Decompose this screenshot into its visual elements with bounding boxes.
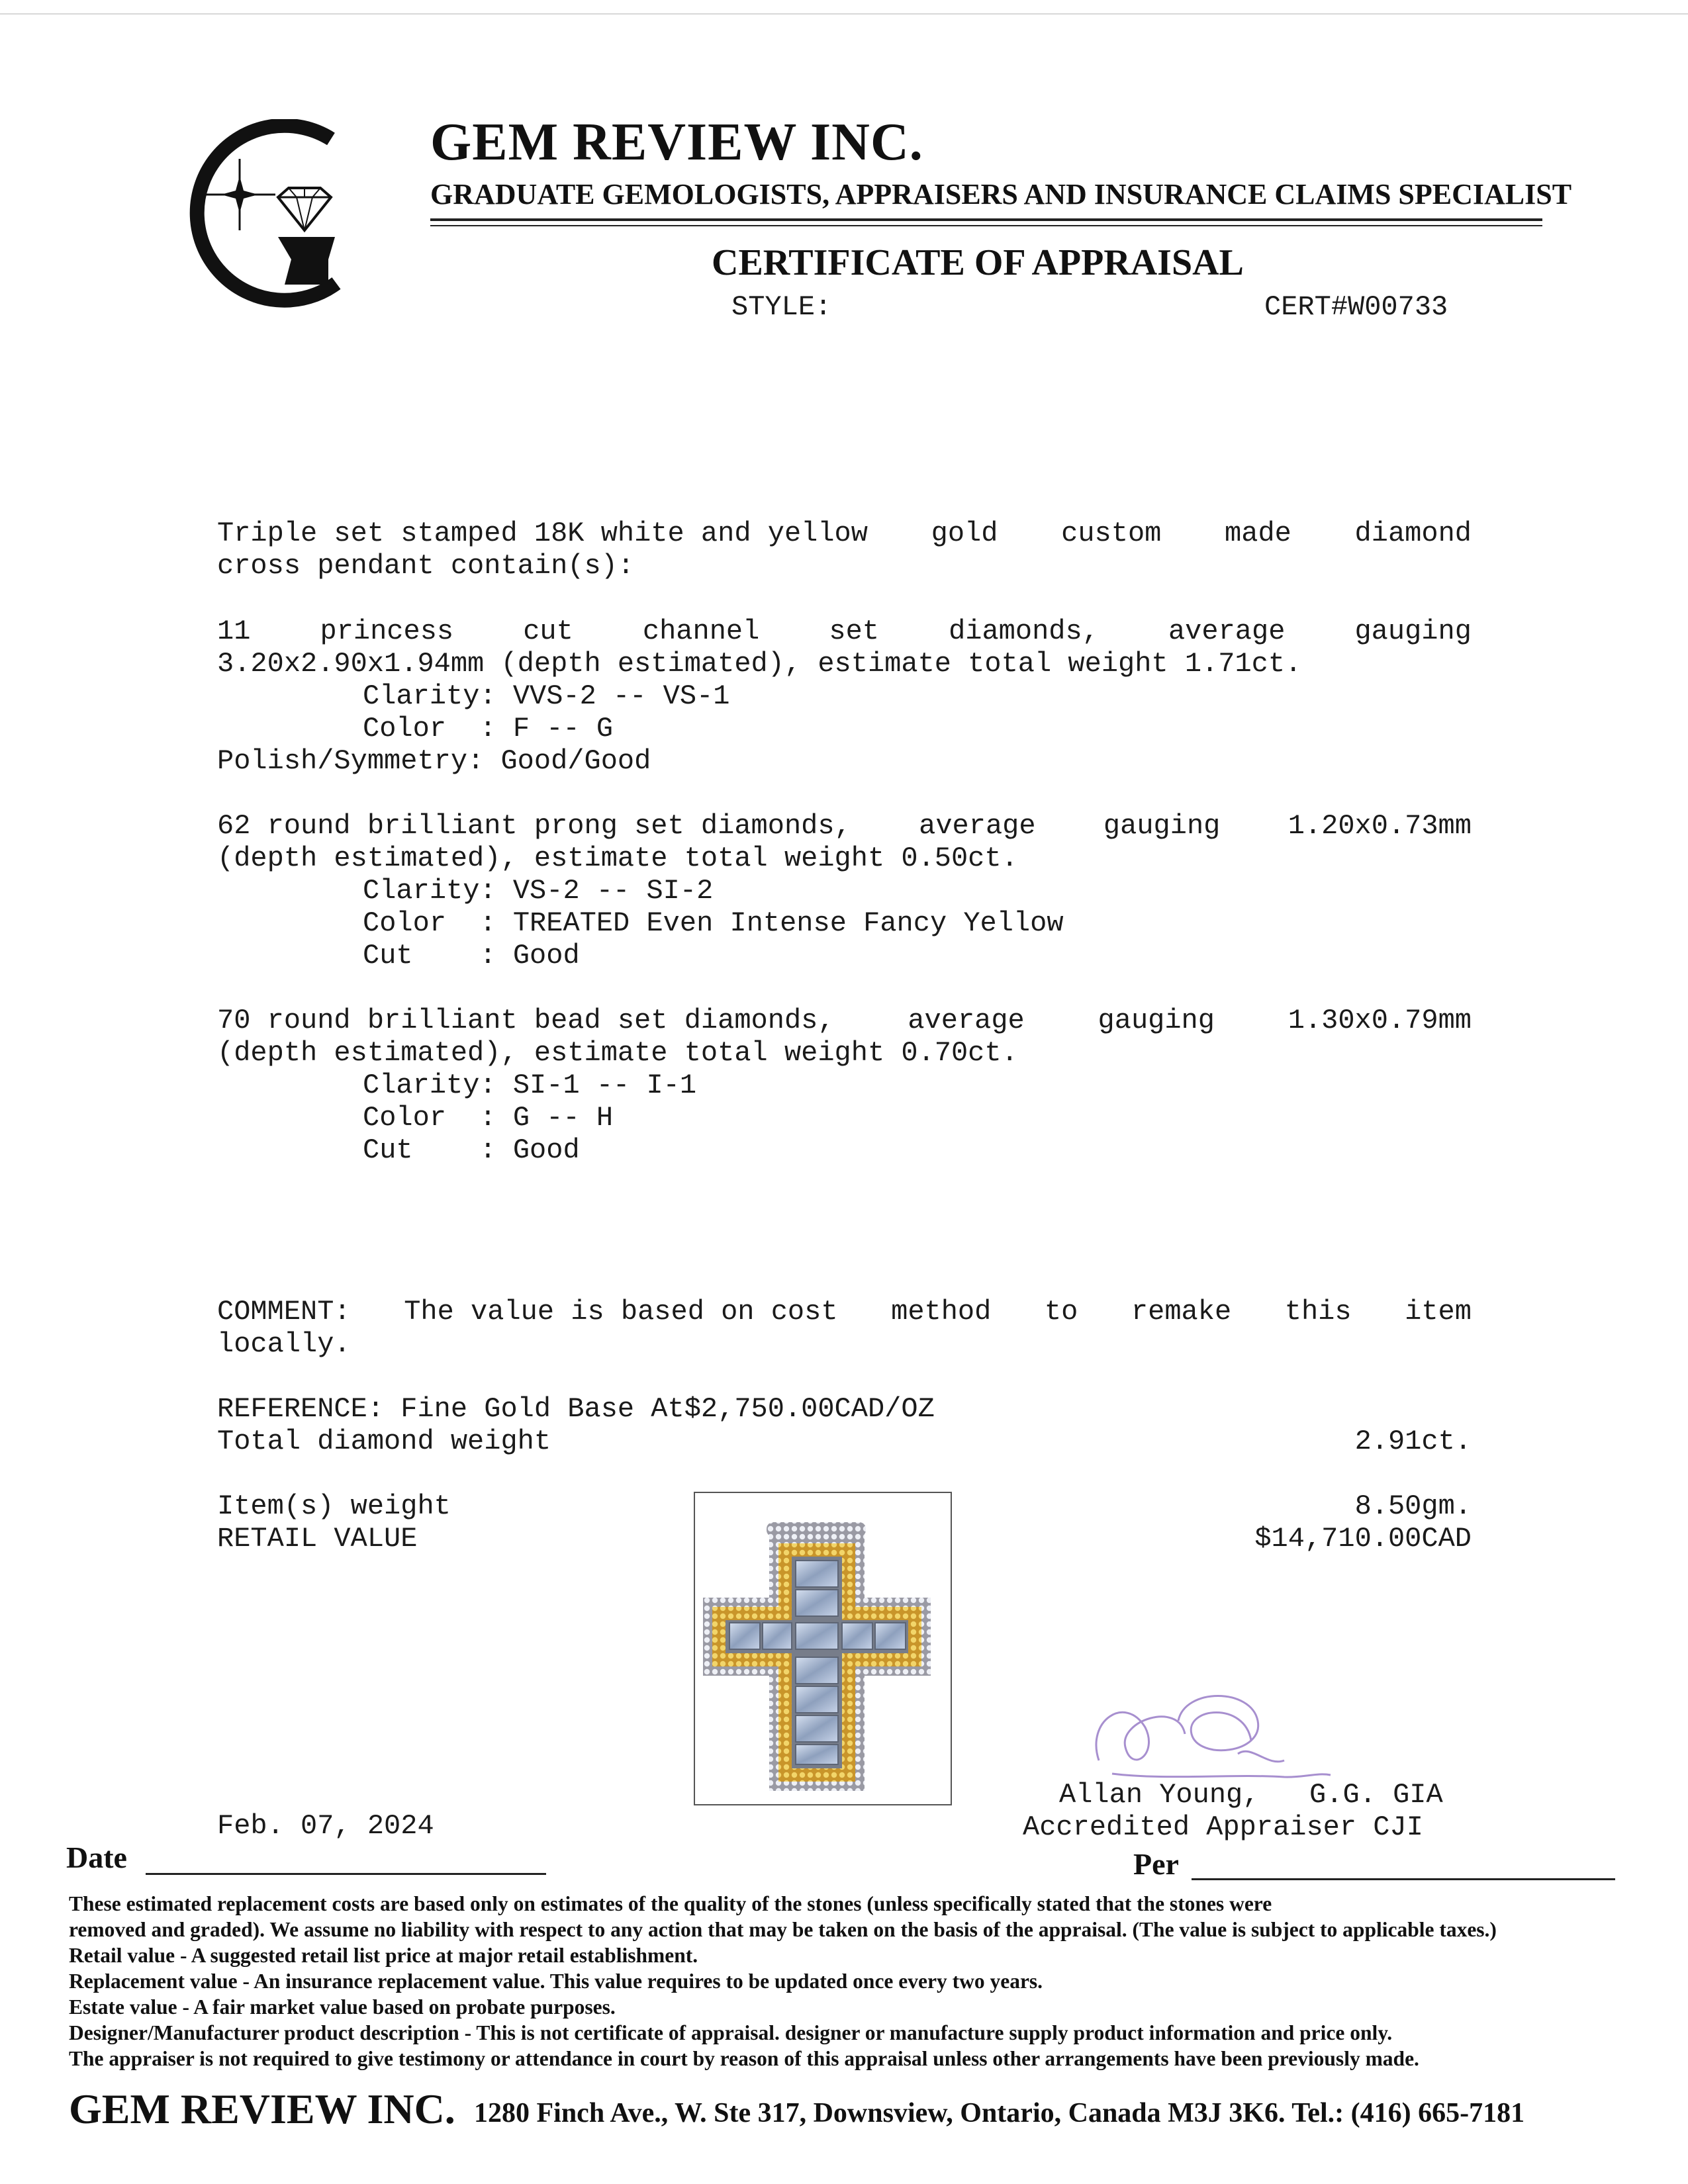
- per-label: Per: [1133, 1847, 1179, 1881]
- reference-line: REFERENCE: Fine Gold Base At$2,750.00CAD/OZ: [217, 1393, 935, 1425]
- comment-line: locally.: [217, 1328, 351, 1360]
- per-signature-line: [1192, 1878, 1615, 1880]
- appraiser-title: Accredited Appraiser CJI: [1023, 1811, 1423, 1843]
- cut-line: Cut : Good: [363, 1134, 580, 1166]
- header-rule: [430, 225, 1542, 226]
- gem-review-logo: [179, 119, 377, 318]
- diamond-group-line: 62 round brilliant prong set diamonds, average gauging 1.20x0.73mm: [217, 810, 1472, 842]
- certificate-title: CERTIFICATE OF APPRAISAL: [712, 242, 1244, 283]
- clarity-line: Clarity: VVS-2 -- VS-1: [363, 680, 730, 712]
- clarity-line: Clarity: SI-1 -- I-1: [363, 1069, 697, 1101]
- description-line: cross pendant contain(s):: [217, 550, 635, 582]
- pendant-photo: [694, 1492, 952, 1805]
- appraisal-date: Feb. 07, 2024: [217, 1810, 434, 1842]
- total-diamond-weight-label: Total diamond weight: [217, 1426, 551, 1457]
- color-line: Color : G -- H: [363, 1102, 614, 1134]
- appraiser-signature: [1086, 1681, 1364, 1794]
- style-label: STYLE:: [731, 291, 832, 323]
- total-diamond-weight-value: 2.91ct.: [1354, 1426, 1472, 1457]
- diamond-group-line: (depth estimated), estimate total weight 0.50ct.: [217, 842, 1018, 874]
- polish-symmetry-line: Polish/Symmetry: Good/Good: [217, 745, 651, 777]
- company-tagline: GRADUATE GEMOLOGISTS, APPRAISERS AND INSURANCE CLAIMS SPECIALIST: [430, 178, 1572, 210]
- footer-company-name: GEM REVIEW INC.: [69, 2085, 455, 2132]
- appraiser-name: Allan Young, G.G. GIA: [1059, 1779, 1443, 1811]
- color-line: Color : TREATED Even Intense Fancy Yellow: [363, 907, 1064, 939]
- top-edge-line: [0, 13, 1688, 15]
- company-name: GEM REVIEW INC.: [430, 113, 923, 171]
- disclaimer-line: Designer/Manufacturer product description - This is not certificate of appraisal. designer or manufacture supply product information and price only.: [69, 2021, 1393, 2044]
- diamond-group-line: 70 round brilliant bead set diamonds, average gauging 1.30x0.79mm: [217, 1005, 1472, 1036]
- disclaimer-line: The appraiser is not required to give testimony or attendance in court by reason of this appraisal unless other arrangements have been previously made.: [69, 2047, 1419, 2070]
- clarity-line: Clarity: VS-2 -- SI-2: [363, 875, 714, 907]
- item-weight-value: 8.50gm.: [1354, 1490, 1472, 1522]
- color-line: Color : F -- G: [363, 713, 614, 745]
- item-weight-label: Item(s) weight: [217, 1490, 451, 1522]
- description-line: Triple set stamped 18K white and yellow gold custom made diamond: [217, 518, 1472, 549]
- disclaimer-line: Replacement value - An insurance replacement value. This value requires to be updated once every two years.: [69, 1970, 1043, 1993]
- retail-value-label: RETAIL VALUE: [217, 1523, 418, 1555]
- disclaimer-line: removed and graded). We assume no liability with respect to any action that may be taken on the basis of the appraisal. (The value is subject to applicable taxes.): [69, 1918, 1497, 1941]
- date-label: Date: [66, 1841, 127, 1874]
- diamond-group-line: 3.20x2.90x1.94mm (depth estimated), estimate total weight 1.71ct.: [217, 648, 1302, 680]
- disclaimer-line: Estate value - A fair market value based on probate purposes.: [69, 1995, 616, 2019]
- header-rule: [430, 218, 1542, 221]
- date-signature-line: [146, 1873, 546, 1875]
- certificate-number: CERT#W00733: [1264, 291, 1448, 323]
- disclaimer-line: Retail value - A suggested retail list price at major retail establishment.: [69, 1944, 698, 1967]
- disclaimer-line: These estimated replacement costs are based only on estimates of the quality of the stones (unless specifically stated that the stones were: [69, 1892, 1272, 1915]
- footer-address: 1280 Finch Ave., W. Ste 317, Downsview, Ontario, Canada M3J 3K6. Tel.: (416) 665-7181: [474, 2098, 1525, 2128]
- diamond-group-line: 11 princess cut channel set diamonds, average gauging: [217, 615, 1472, 647]
- cut-line: Cut : Good: [363, 940, 580, 972]
- retail-value-amount: $14,710.00CAD: [1254, 1523, 1472, 1555]
- cross-pendant-image: [695, 1493, 951, 1804]
- comment-line: COMMENT: The value is based on cost method to remake this item: [217, 1296, 1472, 1328]
- diamond-group-line: (depth estimated), estimate total weight 0.70ct.: [217, 1037, 1018, 1069]
